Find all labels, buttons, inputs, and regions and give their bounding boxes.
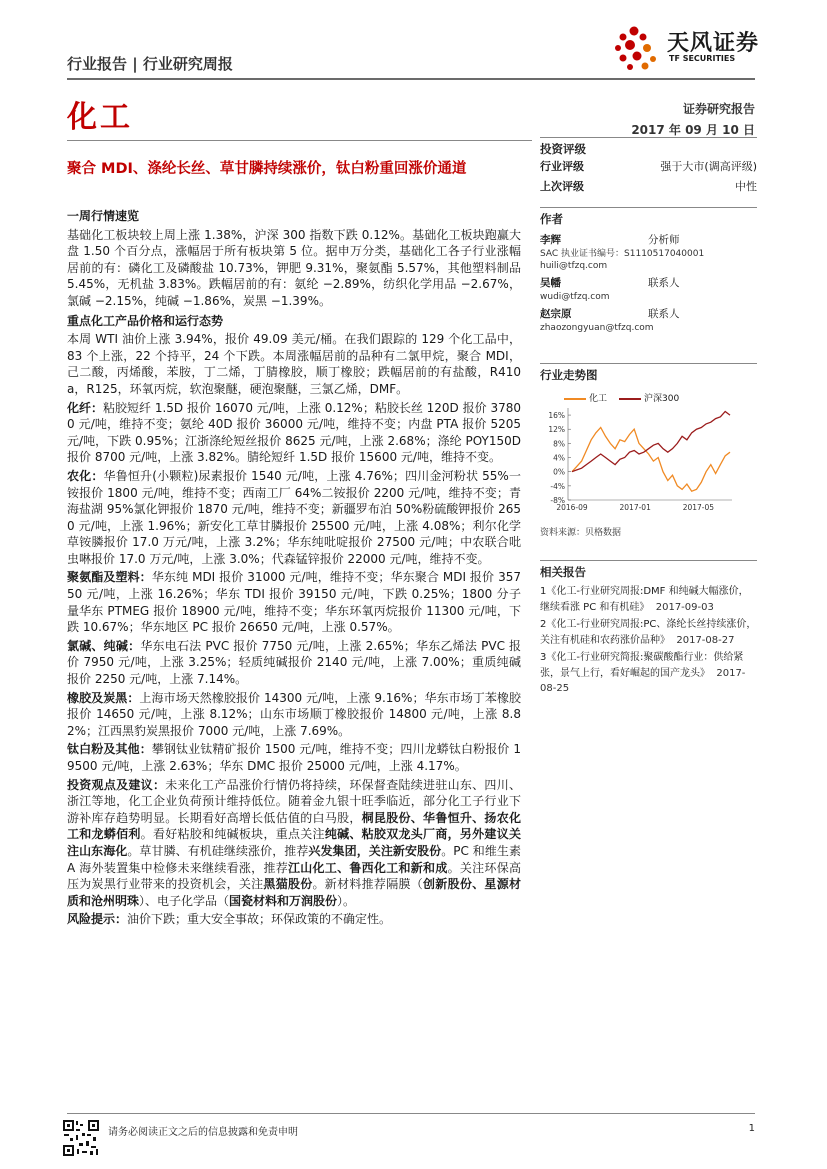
related-report-title[interactable]: 1《化工-行业研究周报:DMF 和纯碱大幅涨价，继续看涨 PC 和有机硅》 <box>540 586 749 613</box>
rating-row-previous <box>540 177 757 197</box>
related-report-date: 2017-08-25 <box>540 667 746 694</box>
author-name: 李辉 <box>540 234 561 246</box>
rating-label: 上次评级 <box>540 180 584 193</box>
author-cert: SAC 执业证书编号：S1110517040001 <box>540 249 705 259</box>
text-fiber: 粘胶短纤 1.5D 报价 16070 元/吨，上涨 0.12%；粘胶长丝 120D 报价 37800 元/吨，维持不变；氨纶 40D 报价 36000 元/吨，维持不变；内盘 PTA 报价 5205 元/吨，下跌 0.95%；江浙涤纶短丝报价 8625 元/吨，上涨 2.68%；涤纶 POY150D 报价 8700 元/吨，上涨 3.82%。腈纶短纤 1.5D 报价 15600 元/吨，维持不变。 <box>67 400 521 465</box>
lead-titanium: 钛白粉及其他： <box>67 742 152 757</box>
related-report-title[interactable]: 3《化工-行业研究简报:聚碳酸酯行业：供给紧张，景气上行，看好崛起的国产龙头》 <box>540 652 744 679</box>
header-divider <box>67 78 755 80</box>
paragraph-chlor-alkali <box>67 638 521 688</box>
author-email[interactable]: huili@tfzq.com <box>540 261 608 271</box>
lead-chlor-alkali: 氯碱、纯碱： <box>67 638 141 653</box>
x-tick-label: 2016-09 <box>556 503 588 512</box>
authors-block <box>540 207 757 334</box>
legend-item-chem <box>564 391 607 404</box>
text-investment-i: 。关注环保高压为炭黑行业带来的投资机会，关注 <box>67 860 521 892</box>
related-heading: 相关报告 <box>540 560 757 580</box>
author-row <box>540 307 757 322</box>
text-investment-j: 黑猫股份 <box>263 877 313 892</box>
legend-swatch <box>619 398 641 400</box>
legend-swatch <box>564 398 586 400</box>
text-investment-d: 纯碱、粘胶双龙头厂商，另外建议关注山东海化 <box>67 827 521 858</box>
report-date: 2017 年 09 月 10 日 <box>631 123 755 137</box>
main-content <box>67 205 521 930</box>
text-investment-k: 。新材料推荐隔膜（ <box>312 877 424 892</box>
author-title: 联系人 <box>648 308 680 320</box>
x-tick-label: 2017-01 <box>619 503 651 512</box>
text-chlor-alkali: 华东电石法 PVC 报价 7750 元/吨，上涨 2.65%；华东乙烯法 PVC 报价 7950 元/吨，上涨 3.25%；轻质纯碱报价 2140 元/吨，上涨 7.00%；重质纯碱报价 2250 元/吨，上涨 7.14%。 <box>67 638 521 687</box>
report-title: 聚合 MDI、涤纶长丝、草甘膦持续涨价，钛白粉重回涨价通道 <box>67 161 467 177</box>
text-titanium: 攀钢钛业钛精矿报价 1500 元/吨，维持不变；四川龙蟒钛白粉报价 19500 元/吨，上涨 2.63%；华东 DMC 报价 25000 元/吨，上涨 4.17%。 <box>67 742 521 773</box>
y-tick-label: -8% <box>550 496 565 505</box>
text-investment-l: 创新股份、星源材质和沧州明珠 <box>67 877 521 908</box>
text-investment-e: 。草甘膦、有机硅继续涨价，推荐 <box>127 843 309 858</box>
related-report-date: 2017-08-27 <box>676 634 735 646</box>
section-heading-market: 一周行情速览 <box>67 209 140 223</box>
chart-source: 资料来源：贝格数据 <box>540 528 622 538</box>
text-investment-g: 。PC 和维生素 A 海外装置集中检修未来继续看涨，推荐 <box>67 843 521 875</box>
text-investment-f: 兴发集团，关注新安股份 <box>308 843 442 858</box>
rating-value: 强于大市(调高评级) <box>660 160 757 173</box>
rating-row-industry <box>540 157 757 177</box>
lead-fiber: 化纤： <box>67 400 104 415</box>
author-title: 分析师 <box>648 234 680 246</box>
trend-plot <box>540 404 757 519</box>
authors-heading: 作者 <box>540 207 757 227</box>
industry-trend-chart <box>540 363 757 538</box>
page-number: 1 <box>748 1123 755 1134</box>
text-investment-o: ）。 <box>337 893 356 908</box>
rating-label: 行业评级 <box>540 160 584 173</box>
author-name: 赵宗原 <box>540 308 572 320</box>
author-row <box>540 233 757 248</box>
chart-legend <box>564 391 757 404</box>
paragraph-polyurethane <box>67 569 521 635</box>
y-tick-label: -4% <box>550 481 565 491</box>
paragraph-rubber <box>67 690 521 740</box>
text-investment-a: 未来化工产品涨价行情仍将持续，环保督查陆续进驻山东、四川、浙江等地，化工企业负荷预计维持低位。随着金九银十旺季临近，部分化工子行业下游补库存趋势明显。长期看好高增长低估值的白马股， <box>67 777 521 825</box>
logo-mark-icon <box>612 22 664 72</box>
text-agrochem: 华鲁恒升(小颗粒)尿素报价 1540 元/吨，上涨 4.76%；四川金河粉状 55%一铵报价 1800 元/吨，维持不变；西南工厂 64%二铵报价 2200 元/吨，维持不变；青海盐湖 95%氯化钾报价 1870 元/吨，维持不变；新疆罗布泊 50%粉硫酸钾报价 2650 元/吨，上涨 1.96%；新安化工草甘膦报价 25500 元/吨，上涨 4.08%；利尔化学草铵膦报价 17.0 万元/吨，上涨 3.2%；华东纯吡啶报价 27500 元/吨；中农联合吡虫啉报价 17.0 万元/吨，上涨 3.0%；代森锰锌报价 22000 元/吨，维持不变。 <box>67 468 521 566</box>
legend-label: 沪深300 <box>644 394 680 404</box>
y-tick-label: 0% <box>553 467 565 477</box>
footer-divider <box>67 1113 755 1114</box>
rating-heading: 投资评级 <box>540 137 757 157</box>
related-reports <box>540 560 757 699</box>
series-line-chem <box>572 428 730 492</box>
legend-item-hs300 <box>619 391 679 404</box>
related-report-title[interactable]: 2《化工-行业研究周报:PC、涤纶长丝持续涨价，关注有机硅和农药涨价品种》 <box>540 619 757 646</box>
report-category: 行业报告 | 行业研究周报 <box>67 55 233 73</box>
lead-polyurethane: 聚氨酯及塑料： <box>67 570 152 585</box>
y-tick-label: 12% <box>548 425 565 435</box>
related-report-item[interactable] <box>540 584 757 615</box>
related-report-item[interactable] <box>540 617 757 648</box>
text-investment-c: 。看好粘胶和纯碱板块，重点关注 <box>140 827 325 842</box>
paragraph-market-overview: 基础化工板块较上周上涨 1.38%，沪深 300 指数下跌 0.12%。基础化工板块跑赢大盘 1.50 个百分点，涨幅居于所有板块第 5 位。据申万分类，基础化工各子行业涨幅居前的有：磷化工及磷酸盐 10.73%，钾肥 9.31%，聚氨酯 5.57%，其他塑料制品 5.45%，无机盐 3.83%。跌幅居前的有：氨纶 −2.89%，纺织化学用品 −2.67%，氯碱 −2.15%，纯碱 −1.86%，炭黑 −1.39%。 <box>67 227 521 308</box>
lead-risk: 风险提示： <box>67 912 128 927</box>
author-email[interactable]: wudi@tfzq.com <box>540 292 610 302</box>
author-email[interactable]: zhaozongyuan@tfzq.com <box>540 323 654 333</box>
lead-agrochem: 农化： <box>67 468 104 483</box>
logo-text-en: TF SECURITIES <box>669 54 736 63</box>
text-investment-n: 国瓷材料和万润股份 <box>229 893 338 908</box>
sector-title: 化工 <box>67 100 133 135</box>
related-report-item[interactable] <box>540 650 757 697</box>
text-investment-b: 桐昆股份、华鲁恒升、扬农化工和龙蟒佰利 <box>67 810 521 842</box>
paragraph-price-overview: 本周 WTI 油价上涨 3.94%，报价 49.09 美元/桶。在我们跟踪的 129 个化工品中，83 个上涨，22 个持平，24 个下跌。本周涨幅居前的品种有二氯甲烷，聚合 MDI，己二酸，丙烯酸，苯胺，丁二烯，丁腈橡胶，顺丁橡胶；跌幅居前的有盐酸，R410a，R125，环氧丙烷，软泡聚醚，硬泡聚醚，三氯乙烯，DMF。 <box>67 332 521 396</box>
y-tick-label: 16% <box>548 411 565 421</box>
chart-heading: 行业走势图 <box>540 363 757 383</box>
title-divider <box>67 140 532 141</box>
related-report-date: 2017-09-03 <box>655 601 714 613</box>
text-rubber: 上海市场天然橡胶报价 14300 元/吨，上涨 9.16%；华东市场丁苯橡胶报价 14650 元/吨，上涨 8.12%；山东市场顺丁橡胶报价 14800 元/吨，上涨 8.82%；江西黑豹炭黑报价 7000 元/吨，上涨 7.69%。 <box>67 690 521 738</box>
author-row <box>540 276 757 291</box>
rating-value: 中性 <box>735 180 757 193</box>
paragraph-investment <box>67 777 521 910</box>
lead-rubber: 橡胶及炭黑： <box>67 690 140 705</box>
y-tick-label: 4% <box>553 453 565 463</box>
series-line-hs300 <box>572 412 730 472</box>
x-tick-label: 2017-05 <box>682 503 715 512</box>
company-logo <box>612 22 772 72</box>
paragraph-titanium <box>67 741 521 774</box>
qr-code-icon <box>62 1119 100 1157</box>
paragraph-risk <box>67 911 521 928</box>
legend-label: 化工 <box>589 394 608 404</box>
sidebar <box>540 137 757 334</box>
text-investment-m: ）、电子化学品（ <box>139 893 230 908</box>
author-title: 联系人 <box>648 277 680 289</box>
report-type: 证券研究报告 <box>682 102 755 116</box>
text-risk: 油价下跌；重大安全事故；环保政策的不确定性。 <box>127 912 392 927</box>
y-tick-label: 8% <box>553 439 565 449</box>
disclaimer-notice[interactable]: 请务必阅读正文之后的信息披露和免责申明 <box>108 1127 298 1138</box>
text-investment-h: 江山化工、鲁西化工和新和成 <box>288 860 448 875</box>
lead-investment: 投资观点及建议： <box>67 777 166 792</box>
author-name: 吴幡 <box>540 277 561 289</box>
section-heading-prices: 重点化工产品价格和运行态势 <box>67 313 224 328</box>
paragraph-agrochem <box>67 468 521 568</box>
paragraph-fiber <box>67 400 521 466</box>
logo-text-cn: 天风证券 <box>667 31 760 56</box>
text-polyurethane: 华东纯 MDI 报价 31000 元/吨，维持不变；华东聚合 MDI 报价 35750 元/吨，上涨 16.26%；华东 TDI 报价 39150 元/吨，下跌 0.25%；1800 分子量华东 PTMEG 报价 18900 元/吨，维持不变；华东环氧丙烷报价 11300 元/吨，下跌 10.67%；华东地区 PC 报价 26650 元/吨，上涨 0.57%。 <box>67 570 521 635</box>
